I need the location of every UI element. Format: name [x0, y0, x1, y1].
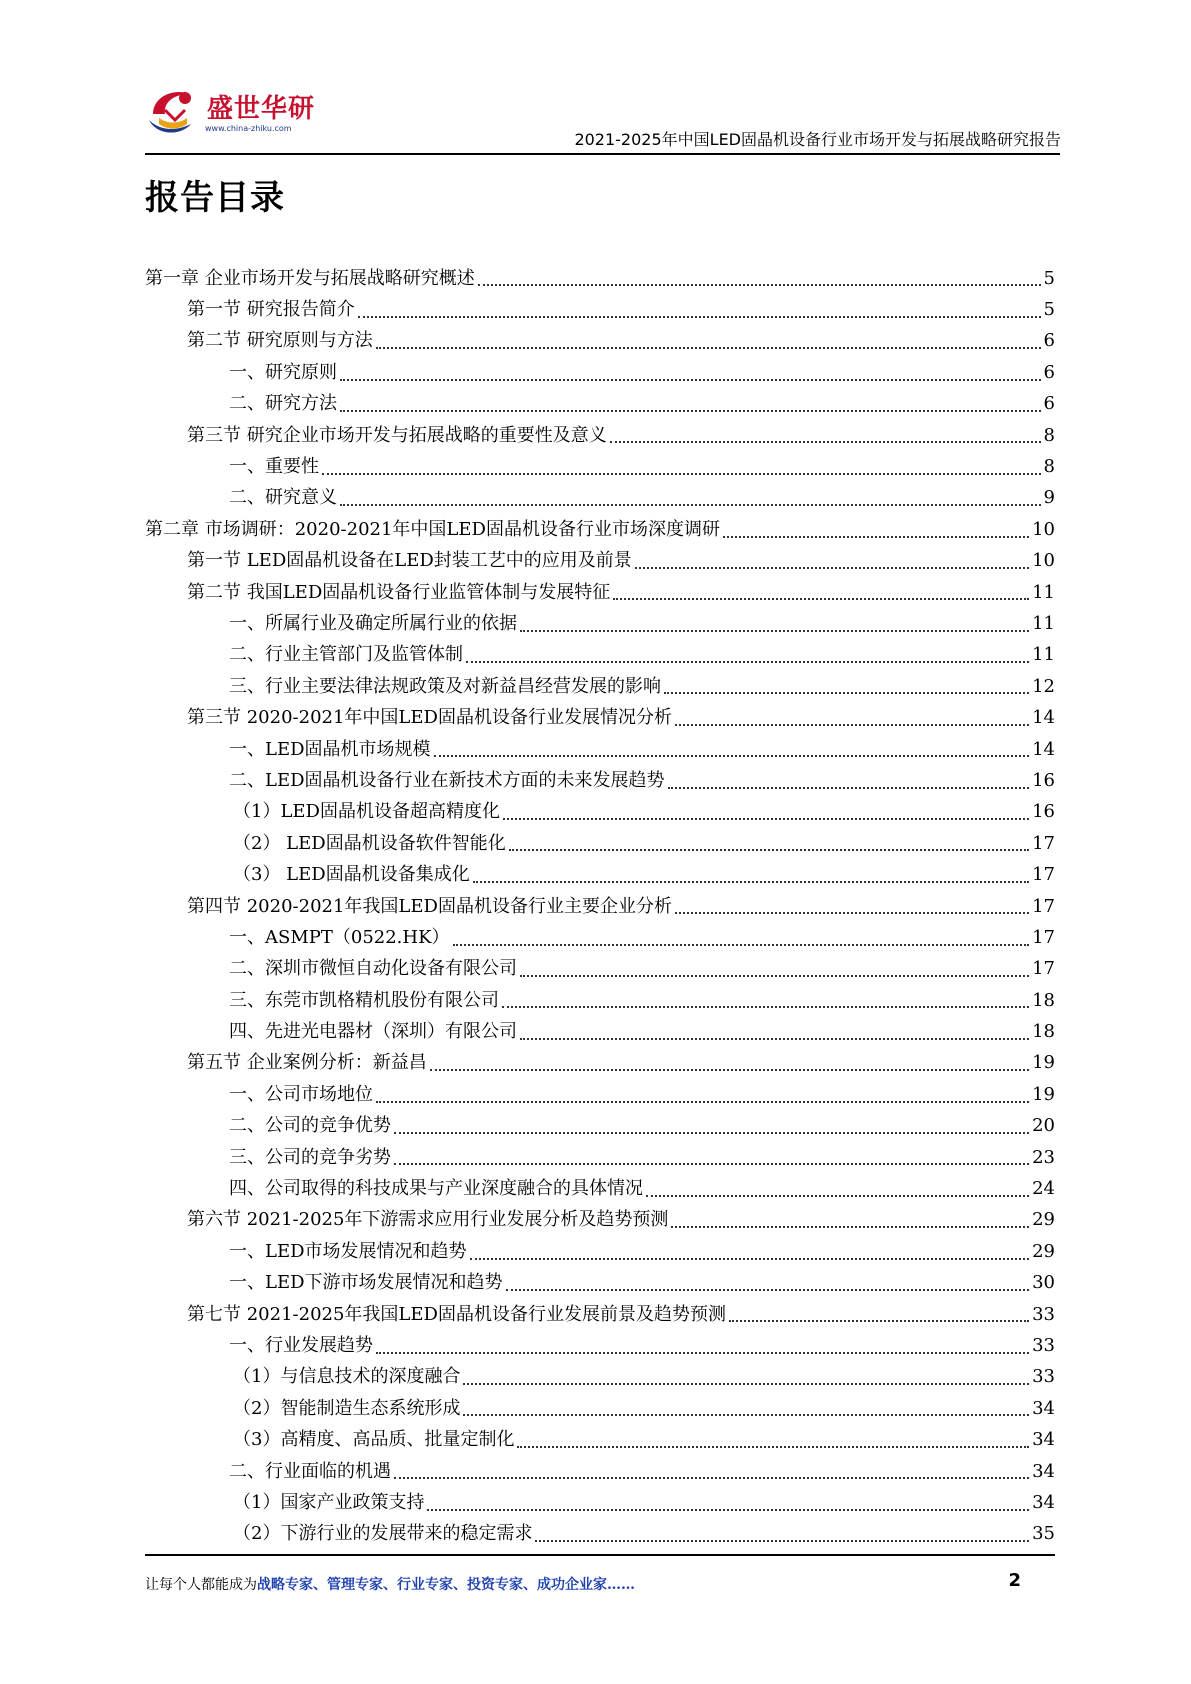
toc-entry-page: 18	[1032, 989, 1055, 1011]
toc-leader-dots	[394, 1477, 1029, 1479]
toc-entry[interactable]	[145, 294, 1055, 325]
footer-slogan	[145, 1574, 635, 1594]
page-number: 2	[1008, 1570, 1021, 1591]
report-title: 2021-2025年中国LED固晶机设备行业市场开发与拓展战略研究报告	[574, 130, 1061, 149]
toc-entry-page: 5	[1043, 267, 1055, 289]
toc-entry-page: 11	[1032, 612, 1055, 634]
toc-entry-page: 16	[1032, 769, 1055, 791]
toc-entry-page: 20	[1032, 1115, 1055, 1137]
toc-entry-title: 第六节 2021-2025年下游需求应用行业发展分析及趋势预测	[187, 1209, 669, 1231]
toc-entry-page: 12	[1032, 675, 1055, 697]
toc-entry-page: 19	[1032, 1083, 1055, 1105]
toc-entry-title: 第三节 研究企业市场开发与拓展战略的重要性及意义	[187, 424, 607, 446]
toc-entry-title: 二、行业面临的机遇	[229, 1460, 391, 1482]
toc-entry-title: 一、LED下游市场发展情况和趋势	[229, 1272, 503, 1294]
toc-entry-title: 四、先进光电器材（深圳）有限公司	[229, 1021, 517, 1043]
toc-leader-dots	[635, 567, 1029, 569]
toc-entry[interactable]	[145, 1142, 1055, 1173]
toc-entry[interactable]	[145, 1393, 1055, 1424]
toc-entry-title: 第二章 市场调研：2020-2021年中国LED固晶机设备行业市场深度调研	[145, 518, 720, 540]
toc-entry-page: 5	[1043, 299, 1055, 321]
toc-entry[interactable]	[145, 734, 1055, 765]
toc-entry-page: 33	[1032, 1303, 1055, 1325]
toc-entry-page: 34	[1032, 1397, 1055, 1419]
toc-entry[interactable]	[145, 702, 1055, 733]
toc-entry-title: 一、研究原则	[229, 361, 337, 383]
toc-leader-dots	[322, 473, 1041, 475]
toc-entry-page: 6	[1043, 330, 1055, 352]
table-of-contents	[145, 263, 1055, 1550]
toc-entry[interactable]	[145, 357, 1055, 388]
toc-leader-dots	[430, 1069, 1029, 1071]
toc-entry-page: 17	[1032, 895, 1055, 917]
toc-entry-page: 34	[1032, 1491, 1055, 1513]
toc-entry[interactable]	[145, 1268, 1055, 1299]
footer-slogan-prefix: 让每个人都能成为	[145, 1577, 257, 1593]
toc-entry-page: 30	[1032, 1272, 1055, 1294]
toc-entry[interactable]	[145, 1111, 1055, 1142]
toc-leader-dots	[340, 410, 1041, 412]
toc-leader-dots	[478, 284, 1041, 286]
toc-leader-dots	[376, 347, 1041, 349]
toc-entry[interactable]	[145, 1456, 1055, 1487]
toc-entry[interactable]	[145, 954, 1055, 985]
toc-entry-page: 17	[1032, 958, 1055, 980]
toc-entry[interactable]	[145, 1016, 1055, 1047]
toc-entry-title: 二、行业主管部门及监管体制	[229, 644, 463, 666]
toc-leader-dots	[340, 504, 1041, 506]
toc-entry-page: 8	[1043, 456, 1055, 478]
toc-entry[interactable]	[145, 1048, 1055, 1079]
toc-entry-title: （2） LED固晶机设备软件智能化	[233, 832, 506, 854]
toc-leader-dots	[509, 849, 1029, 851]
toc-entry-page: 9	[1043, 487, 1055, 509]
toc-leader-dots	[517, 1446, 1029, 1448]
footer-divider	[145, 1554, 1055, 1556]
toc-leader-dots	[535, 1540, 1029, 1542]
company-logo	[145, 84, 315, 144]
toc-entry[interactable]	[145, 577, 1055, 608]
toc-leader-dots	[453, 944, 1030, 946]
toc-entry-page: 10	[1032, 550, 1055, 572]
toc-leader-dots	[470, 1258, 1030, 1260]
toc-entry[interactable]	[145, 1079, 1055, 1110]
toc-entry-title: 二、公司的竞争优势	[229, 1115, 391, 1137]
toc-entry[interactable]	[145, 451, 1055, 482]
toc-leader-dots	[613, 598, 1029, 600]
toc-leader-dots	[376, 1352, 1029, 1354]
toc-leader-dots	[520, 630, 1029, 632]
toc-entry-page: 6	[1043, 361, 1055, 383]
toc-entry-title: 一、公司市场地位	[229, 1083, 373, 1105]
toc-entry[interactable]	[145, 608, 1055, 639]
toc-entry-title: 第四节 2020-2021年我国LED固晶机设备行业主要企业分析	[187, 895, 672, 917]
toc-leader-dots	[646, 1195, 1029, 1197]
toc-leader-dots	[675, 912, 1029, 914]
toc-entry-page: 11	[1032, 644, 1055, 666]
toc-entry[interactable]	[145, 546, 1055, 577]
toc-entry[interactable]	[145, 765, 1055, 796]
toc-leader-dots	[434, 755, 1030, 757]
toc-leader-dots	[463, 1383, 1029, 1385]
toc-entry-title: 三、行业主要法律法规政策及对新益昌经营发展的影响	[229, 675, 661, 697]
toc-entry[interactable]	[145, 985, 1055, 1016]
toc-entry-title: （1）LED固晶机设备超高精度化	[233, 801, 500, 823]
toc-entry-title: 三、东莞市凯格精机股份有限公司	[229, 989, 499, 1011]
toc-entry-page: 8	[1043, 424, 1055, 446]
toc-leader-dots	[376, 1101, 1029, 1103]
toc-entry-title: 第一节 研究报告简介	[187, 299, 355, 321]
toc-entry-title: 一、重要性	[229, 456, 319, 478]
toc-entry[interactable]	[145, 420, 1055, 451]
toc-entry-page: 10	[1032, 518, 1055, 540]
toc-entry-page: 14	[1032, 738, 1055, 760]
page-header	[0, 0, 1191, 160]
toc-entry[interactable]	[145, 671, 1055, 702]
toc-entry-title: 二、研究方法	[229, 393, 337, 415]
toc-entry-title: 三、公司的竞争劣势	[229, 1146, 391, 1168]
toc-entry-page: 17	[1032, 832, 1055, 854]
toc-entry-page: 14	[1032, 707, 1055, 729]
toc-entry[interactable]	[145, 326, 1055, 357]
toc-leader-dots	[463, 1414, 1029, 1416]
toc-entry[interactable]	[145, 514, 1055, 545]
toc-leader-dots	[729, 1320, 1029, 1322]
toc-entry-title: 四、公司取得的科技成果与产业深度融合的具体情况	[229, 1178, 643, 1200]
toc-leader-dots	[668, 787, 1030, 789]
toc-leader-dots	[473, 881, 1029, 883]
toc-entry-title: 第一节 LED固晶机设备在LED封装工艺中的应用及前景	[187, 550, 632, 572]
toc-entry-page: 29	[1032, 1209, 1055, 1231]
toc-entry-title: 一、所属行业及确定所属行业的依据	[229, 612, 517, 634]
toc-leader-dots	[502, 1006, 1029, 1008]
toc-entry-title: 一、行业发展趋势	[229, 1334, 373, 1356]
toc-entry-title: 一、LED固晶机市场规模	[229, 738, 431, 760]
toc-leader-dots	[427, 1509, 1029, 1511]
page-title: 报告目录	[145, 178, 285, 218]
toc-entry-page: 34	[1032, 1460, 1055, 1482]
toc-entry[interactable]	[145, 922, 1055, 953]
logo-text: 盛世华研	[207, 94, 316, 124]
toc-entry-page: 16	[1032, 801, 1055, 823]
toc-entry-title: 第七节 2021-2025年我国LED固晶机设备行业发展前景及趋势预测	[187, 1303, 726, 1325]
toc-entry-title: （1）国家产业政策支持	[233, 1491, 425, 1513]
toc-entry-title: 第五节 企业案例分析：新益昌	[187, 1052, 427, 1074]
toc-leader-dots	[394, 1132, 1029, 1134]
toc-leader-dots	[394, 1163, 1029, 1165]
toc-entry[interactable]	[145, 828, 1055, 859]
toc-entry-title: （3）高精度、高品质、批量定制化	[233, 1429, 515, 1451]
toc-leader-dots	[671, 1226, 1029, 1228]
toc-entry-title: 二、研究意义	[229, 487, 337, 509]
toc-entry-page: 34	[1032, 1429, 1055, 1451]
toc-entry-page: 23	[1032, 1146, 1055, 1168]
toc-entry-title: 第二节 研究原则与方法	[187, 330, 373, 352]
toc-leader-dots	[723, 536, 1029, 538]
toc-leader-dots	[466, 661, 1029, 663]
toc-entry-title: 第三节 2020-2021年中国LED固晶机设备行业发展情况分析	[187, 707, 672, 729]
toc-entry[interactable]	[145, 797, 1055, 828]
footer-slogan-highlight: 战略专家、管理专家、行业专家、投资专家、成功企业家……	[257, 1577, 635, 1593]
toc-entry-title: 二、深圳市微恒自动化设备有限公司	[229, 958, 517, 980]
toc-entry-page: 17	[1032, 926, 1055, 948]
toc-entry-page: 24	[1032, 1178, 1055, 1200]
toc-entry-title: 一、ASMPT（0522.HK）	[229, 926, 450, 948]
toc-leader-dots	[520, 975, 1029, 977]
toc-entry-page: 29	[1032, 1240, 1055, 1262]
toc-entry-page: 6	[1043, 393, 1055, 415]
toc-leader-dots	[506, 1289, 1030, 1291]
toc-entry-title: 第二节 我国LED固晶机设备行业监管体制与发展特征	[187, 581, 611, 603]
toc-entry-page: 33	[1032, 1334, 1055, 1356]
toc-entry[interactable]	[145, 1236, 1055, 1267]
toc-entry-page: 17	[1032, 864, 1055, 886]
toc-entry[interactable]	[145, 1362, 1055, 1393]
toc-leader-dots	[340, 379, 1041, 381]
toc-entry[interactable]	[145, 1519, 1055, 1550]
toc-entry-page: 35	[1032, 1523, 1055, 1545]
logo-url: www.china-zhiku.com	[205, 124, 292, 133]
toc-entry[interactable]	[145, 891, 1055, 922]
toc-leader-dots	[664, 692, 1029, 694]
toc-entry-title: 第一章 企业市场开发与拓展战略研究概述	[145, 267, 475, 289]
toc-leader-dots	[503, 818, 1029, 820]
toc-entry[interactable]	[145, 1487, 1055, 1518]
toc-entry-page: 18	[1032, 1021, 1055, 1043]
toc-entry-title: （3） LED固晶机设备集成化	[233, 864, 470, 886]
toc-entry-page: 11	[1032, 581, 1055, 603]
toc-leader-dots	[358, 316, 1041, 318]
header-divider	[145, 153, 1060, 155]
toc-entry[interactable]	[145, 1173, 1055, 1204]
toc-leader-dots	[675, 724, 1029, 726]
toc-entry-title: （2）智能制造生态系统形成	[233, 1397, 461, 1419]
toc-entry-title: 一、LED市场发展情况和趋势	[229, 1240, 467, 1262]
toc-entry-title: 二、LED固晶机设备行业在新技术方面的未来发展趋势	[229, 769, 665, 791]
toc-entry[interactable]	[145, 859, 1055, 890]
toc-entry[interactable]	[145, 389, 1055, 420]
toc-entry[interactable]	[145, 640, 1055, 671]
toc-entry-title: （2）下游行业的发展带来的稳定需求	[233, 1523, 533, 1545]
toc-entry-page: 33	[1032, 1366, 1055, 1388]
toc-entry-title: （1）与信息技术的深度融合	[233, 1366, 461, 1388]
toc-leader-dots	[610, 441, 1041, 443]
toc-entry[interactable]	[145, 483, 1055, 514]
toc-entry[interactable]	[145, 1424, 1055, 1455]
toc-entry[interactable]	[145, 1205, 1055, 1236]
toc-entry[interactable]	[145, 263, 1055, 294]
toc-entry[interactable]	[145, 1330, 1055, 1361]
toc-leader-dots	[520, 1038, 1029, 1040]
toc-entry-page: 19	[1032, 1052, 1055, 1074]
logo-icon	[145, 84, 205, 142]
toc-entry[interactable]	[145, 1299, 1055, 1330]
